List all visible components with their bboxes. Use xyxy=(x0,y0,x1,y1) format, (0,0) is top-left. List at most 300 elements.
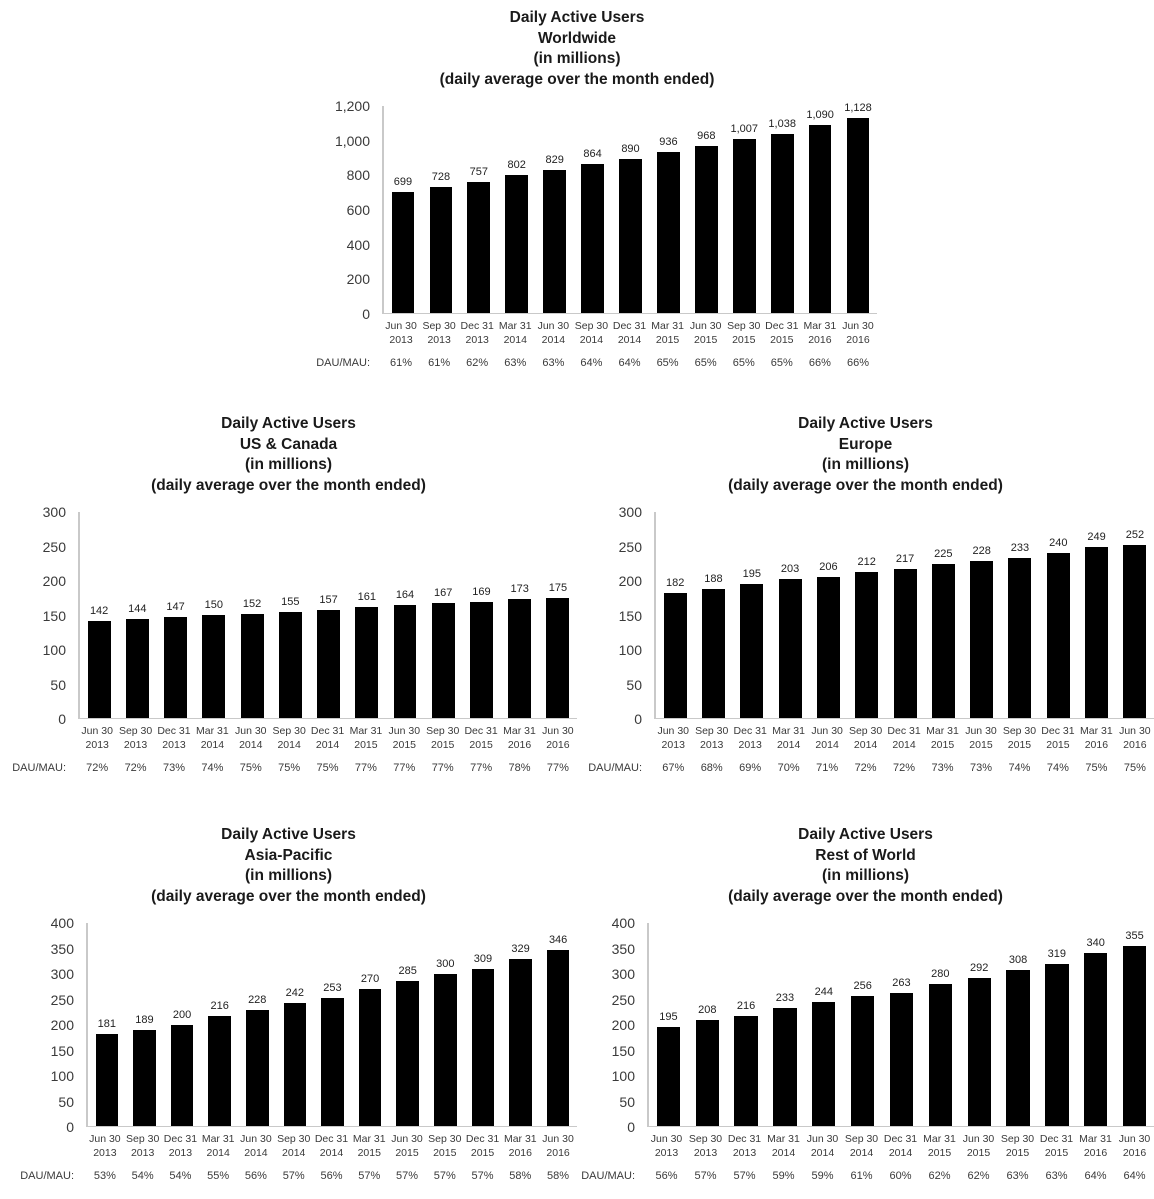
plot-area xyxy=(86,923,577,1127)
dau-mau-value: 57% xyxy=(733,1170,756,1182)
x-axis-label-date: Sep 30 xyxy=(277,1133,311,1145)
x-axis-label xyxy=(534,319,572,347)
x-axis-label xyxy=(764,1132,803,1160)
x-axis-label-year: 2013 xyxy=(85,739,109,751)
x-axis-label-year: 2013 xyxy=(93,1147,117,1159)
x-axis-label-year: 2014 xyxy=(244,1147,268,1159)
bar xyxy=(773,1008,796,1126)
bar-value-label: 1,128 xyxy=(844,102,872,115)
x-axis-label-year: 2016 xyxy=(1123,739,1147,751)
x-axis-label-year: 2013 xyxy=(700,739,724,751)
chart-title xyxy=(577,414,1154,496)
bar-group xyxy=(1076,923,1115,1126)
bar xyxy=(847,118,870,313)
x-axis-label xyxy=(350,1132,388,1160)
bar-group xyxy=(924,512,962,718)
x-axis-label-year: 2014 xyxy=(776,739,801,751)
chart-title-line: (in millions) xyxy=(245,456,332,473)
bar-value-label: 1,038 xyxy=(768,117,796,130)
dau-mau-value: 53% xyxy=(93,1170,116,1182)
dau-mau-value: 65% xyxy=(770,357,793,369)
y-axis-tick-label: 0 xyxy=(362,306,370,322)
chart-body xyxy=(577,504,1154,775)
x-axis-label xyxy=(1037,1132,1076,1160)
chart-title-line: Daily Active Users xyxy=(221,415,356,432)
x-axis-label xyxy=(803,1132,842,1160)
dau-mau-value: 57% xyxy=(282,1170,305,1182)
x-axis-label-year: 2015 xyxy=(470,1147,495,1159)
x-axis-label-date: Jun 30 xyxy=(81,725,113,737)
x-axis-label-year: 2015 xyxy=(1007,739,1032,751)
y-axis-tick-label: 200 xyxy=(346,271,370,288)
dau-mau-value: 61% xyxy=(850,1170,873,1182)
bar-value-label: 189 xyxy=(135,1014,154,1027)
x-axis-label xyxy=(388,1132,426,1160)
y-axis xyxy=(0,915,86,1135)
x-axis-label xyxy=(501,1132,539,1160)
bar xyxy=(740,584,763,718)
bar-group xyxy=(688,923,727,1126)
x-axis-label xyxy=(539,724,577,752)
dau-mau-value: 59% xyxy=(811,1170,834,1182)
x-axis-label-date: Jun 30 xyxy=(1118,1133,1151,1145)
x-axis-label xyxy=(1000,724,1038,752)
x-axis-label xyxy=(385,724,423,752)
x-axis-label-date: Jun 30 xyxy=(806,1133,839,1145)
y-axis-tick-label: 350 xyxy=(611,940,635,957)
bar xyxy=(1084,953,1107,1126)
x-axis-label xyxy=(1115,1132,1154,1160)
x-axis-label-date: Jun 30 xyxy=(689,320,722,332)
dau-mau-value: 75% xyxy=(239,762,262,774)
bar-group xyxy=(163,923,201,1126)
bar xyxy=(1045,964,1068,1126)
x-axis-label-year: 2015 xyxy=(1046,739,1070,751)
dau-mau-value: 68% xyxy=(700,762,723,774)
bar xyxy=(1047,553,1070,718)
dau-mau-value: 64% xyxy=(580,357,603,369)
x-axis-label xyxy=(496,319,534,347)
x-axis-label-date: Dec 31 xyxy=(612,320,647,332)
x-axis-label-year: 2014 xyxy=(853,739,878,751)
bar-value-label: 1,007 xyxy=(730,123,759,136)
x-axis-label-date: Sep 30 xyxy=(428,1133,462,1145)
chart-title-line: (daily average over the month ended) xyxy=(728,887,1003,905)
x-axis-label-year: 2015 xyxy=(927,1147,952,1159)
x-axis-label xyxy=(725,319,763,347)
bar xyxy=(396,981,419,1126)
x-axis-label xyxy=(162,1132,200,1160)
x-axis-label-year: 2014 xyxy=(815,739,839,751)
bar xyxy=(657,152,680,313)
bar-group xyxy=(763,106,801,313)
x-axis-label xyxy=(382,319,420,347)
chart-title-line: Worldwide xyxy=(537,29,617,47)
bar xyxy=(88,621,111,719)
bar-group xyxy=(118,512,156,718)
y-axis-tick-label: 250 xyxy=(611,991,635,1008)
bar-value-label: 240 xyxy=(1049,537,1068,550)
bar xyxy=(657,1027,680,1126)
x-axis-label xyxy=(500,724,538,752)
y-axis-tick-label: 400 xyxy=(346,236,370,253)
dau-mau-value: 75% xyxy=(278,762,301,774)
dau-mau-row-label: DAU/MAU: xyxy=(20,1170,74,1182)
x-axis-label-date: Sep 30 xyxy=(695,725,729,737)
bar-group xyxy=(233,512,271,718)
x-axis-label-year: 2014 xyxy=(206,1147,230,1159)
x-axis-label xyxy=(347,724,385,752)
bar-group xyxy=(348,512,386,718)
dau-mau-value: 78% xyxy=(508,762,531,774)
x-axis-label-year: 2014 xyxy=(503,334,527,346)
x-axis-label-year: 2013 xyxy=(130,1147,155,1159)
bar xyxy=(470,602,493,718)
y-axis-tick-label: 200 xyxy=(50,1017,74,1033)
plot-area xyxy=(78,512,577,719)
x-axis-label-year: 2014 xyxy=(810,1147,835,1159)
x-axis-label xyxy=(763,319,801,347)
bar-value-label: 181 xyxy=(97,1018,116,1031)
y-axis-tick-label: 250 xyxy=(50,991,74,1008)
bar-group xyxy=(771,512,809,718)
x-axis-label-date: Sep 30 xyxy=(426,725,460,737)
bar-value-label: 968 xyxy=(697,130,716,143)
chart-title-line: Europe xyxy=(838,435,893,453)
y-axis-tick-label: 250 xyxy=(42,538,66,555)
chart-title-line: (in millions) xyxy=(822,867,909,884)
x-axis-label xyxy=(998,1132,1037,1160)
bar-value-label: 244 xyxy=(814,986,833,999)
x-axis-label-year: 2014 xyxy=(888,1147,913,1159)
y-axis-tick-label: 300 xyxy=(618,504,642,520)
bar xyxy=(702,589,725,718)
bar xyxy=(929,984,952,1126)
x-axis-label-year: 2016 xyxy=(508,1147,532,1159)
x-axis-label-year: 2014 xyxy=(319,1147,344,1159)
x-axis-label xyxy=(610,319,648,347)
y-axis-tick-label: 0 xyxy=(58,711,66,727)
y-axis-tick-label: 50 xyxy=(626,676,642,693)
x-axis-label xyxy=(1076,1132,1115,1160)
bar xyxy=(695,146,718,313)
bar-value-label: 233 xyxy=(1010,542,1030,555)
x-axis-label xyxy=(420,319,458,347)
dau-mau-value: 58% xyxy=(547,1170,570,1182)
x-axis-label xyxy=(654,724,692,752)
bar-value-label: 206 xyxy=(819,560,838,573)
x-axis-label xyxy=(313,1132,351,1160)
x-axis-label-date: Jun 30 xyxy=(811,725,843,737)
dau-mau-value: 62% xyxy=(466,357,489,369)
bar xyxy=(434,974,457,1126)
chart-title-line: (in millions) xyxy=(245,867,332,884)
x-axis-label-year: 2014 xyxy=(239,739,263,751)
x-axis-label-year: 2014 xyxy=(315,739,340,751)
bar-group xyxy=(1001,512,1039,718)
bar-value-label: 309 xyxy=(473,953,493,966)
bar xyxy=(505,175,528,313)
x-axis-label-date: Dec 31 xyxy=(464,725,498,737)
bar xyxy=(547,950,570,1126)
x-axis-label-year: 2016 xyxy=(546,1147,570,1159)
dau-mau-value: 57% xyxy=(471,1170,494,1182)
chart-title xyxy=(277,8,877,90)
bar-group xyxy=(656,512,694,718)
bar-value-label: 173 xyxy=(510,583,529,596)
bar-value-label: 200 xyxy=(172,1008,192,1021)
y-axis-tick-label: 150 xyxy=(618,607,642,624)
x-axis-label-date: Sep 30 xyxy=(574,320,609,332)
bar xyxy=(809,125,832,313)
bar-group xyxy=(687,106,725,313)
bar-value-label: 175 xyxy=(548,581,568,594)
x-axis-label xyxy=(193,724,231,752)
x-axis-spacer xyxy=(0,719,78,752)
y-axis-tick-label: 150 xyxy=(42,607,66,624)
x-axis-label-year: 2015 xyxy=(1005,1147,1030,1159)
dau-mau-value: 72% xyxy=(854,762,877,774)
x-axis-label-year: 2014 xyxy=(541,334,566,346)
bar xyxy=(812,1002,835,1126)
chart-title-line: Daily Active Users xyxy=(221,826,356,843)
x-axis-label-year: 2015 xyxy=(392,739,416,751)
bar-group xyxy=(386,512,424,718)
bar-value-label: 936 xyxy=(659,135,678,148)
dau-mau-value: 56% xyxy=(244,1170,267,1182)
x-axis-label xyxy=(725,1132,764,1160)
bar xyxy=(472,969,495,1126)
x-axis-label xyxy=(686,1132,725,1160)
x-axis-label-date: Jun 30 xyxy=(842,320,874,332)
y-axis-tick-label: 0 xyxy=(66,1119,74,1135)
bar xyxy=(696,1020,719,1126)
row-asia-row xyxy=(0,825,1154,1183)
x-axis-label-year: 2014 xyxy=(277,739,301,751)
x-axis-label xyxy=(124,1132,162,1160)
x-axis-label-date: Jun 30 xyxy=(537,320,570,332)
bar-value-label: 253 xyxy=(323,981,342,994)
bar-group xyxy=(502,923,540,1126)
x-axis-label-date: Sep 30 xyxy=(848,725,883,737)
x-axis-label-date: Jun 30 xyxy=(240,1133,272,1145)
x-axis-label-date: Jun 30 xyxy=(542,1133,574,1145)
bar-group xyxy=(843,923,882,1126)
dau-mau-row-label: DAU/MAU: xyxy=(316,357,370,369)
dau-mau-value: 77% xyxy=(393,762,416,774)
bar-group xyxy=(809,512,847,718)
bar-value-label: 252 xyxy=(1125,528,1145,541)
chart-body xyxy=(0,504,577,775)
bar-group xyxy=(963,512,1001,718)
y-axis-tick-label: 200 xyxy=(618,573,642,590)
bar xyxy=(543,170,566,313)
bar xyxy=(779,579,802,718)
bar-value-label: 216 xyxy=(736,1000,756,1013)
chart-worldwide xyxy=(277,8,877,370)
x-axis-label-date: Jun 30 xyxy=(391,1133,423,1145)
bar xyxy=(894,569,917,718)
x-axis xyxy=(86,1132,577,1160)
dau-mau-value: 65% xyxy=(656,357,679,369)
bar-value-label: 242 xyxy=(285,987,305,1000)
dau-mau-value: 62% xyxy=(967,1170,990,1182)
x-axis-label-date: Mar 31 xyxy=(196,725,229,737)
x-axis-label xyxy=(572,319,610,347)
dau-mau-value: 65% xyxy=(694,357,717,369)
x-axis-label-date: Jun 30 xyxy=(1119,725,1151,737)
chart-rest-of-world xyxy=(577,825,1154,1183)
dau-mau-value: 56% xyxy=(320,1170,343,1182)
chart-title xyxy=(0,825,577,907)
x-axis-label-date: Sep 30 xyxy=(126,1133,160,1145)
bar-group xyxy=(766,923,805,1126)
x-axis-label-year: 2014 xyxy=(892,739,916,751)
bar xyxy=(355,607,378,718)
bar-group xyxy=(88,923,126,1126)
bar-value-label: 728 xyxy=(431,171,451,184)
x-axis-label-year: 2013 xyxy=(162,739,186,751)
bar-value-label: 757 xyxy=(469,166,488,179)
bar xyxy=(733,139,756,313)
dau-mau-value: 74% xyxy=(1046,762,1069,774)
x-axis-label-date: Dec 31 xyxy=(1041,725,1075,737)
x-axis-label-date: Dec 31 xyxy=(310,725,345,737)
bar xyxy=(817,577,840,718)
x-axis-label-date: Mar 31 xyxy=(926,725,959,737)
bar-group xyxy=(126,923,164,1126)
y-axis-tick-label: 50 xyxy=(58,1093,74,1110)
bar-value-label: 300 xyxy=(436,957,455,970)
x-axis-label-date: Dec 31 xyxy=(733,725,767,737)
dau-mau-value: 74% xyxy=(201,762,224,774)
bar-value-label: 329 xyxy=(511,943,530,956)
x-axis-label-year: 2014 xyxy=(617,334,642,346)
x-axis-label-year: 2015 xyxy=(469,739,493,751)
dau-mau-value: 77% xyxy=(546,762,569,774)
x-axis-label xyxy=(275,1132,313,1160)
x-axis-label-date: Dec 31 xyxy=(883,1133,918,1145)
x-axis-label-date: Sep 30 xyxy=(1002,725,1037,737)
bar xyxy=(359,989,382,1126)
chart-title-line: (daily average over the month ended) xyxy=(151,887,426,905)
bar-group xyxy=(804,923,843,1126)
bar xyxy=(1123,545,1146,718)
bar-group xyxy=(309,512,347,718)
x-axis-label xyxy=(846,724,884,752)
x-axis-label xyxy=(842,1132,881,1160)
bar-group xyxy=(201,923,239,1126)
dau-mau-value: 71% xyxy=(816,762,839,774)
dau-mau-values xyxy=(86,1169,577,1183)
bar-group xyxy=(727,923,766,1126)
bar-value-label: 890 xyxy=(621,143,640,156)
dau-mau-value: 73% xyxy=(931,762,954,774)
bar xyxy=(1006,970,1029,1126)
dau-mau-row-label: DAU/MAU: xyxy=(581,1170,635,1182)
y-axis xyxy=(277,98,382,322)
x-axis-label-year: 2016 xyxy=(808,334,832,346)
bar-value-label: 144 xyxy=(128,603,147,616)
bar-value-label: 161 xyxy=(357,591,376,604)
x-axis-label-date: Dec 31 xyxy=(157,725,191,737)
bar xyxy=(509,959,532,1126)
bar-value-label: 249 xyxy=(1087,531,1106,544)
x-axis-label-year: 2015 xyxy=(395,1147,419,1159)
x-axis-label-date: Dec 31 xyxy=(163,1133,198,1145)
bar-group xyxy=(424,512,462,718)
bar xyxy=(96,1034,119,1126)
bar-group xyxy=(426,923,464,1126)
x-axis-label xyxy=(155,724,193,752)
bar-value-label: 308 xyxy=(1008,953,1028,966)
bar-group xyxy=(460,106,498,313)
x-axis-label xyxy=(78,724,116,752)
x-axis-label-year: 2014 xyxy=(282,1147,306,1159)
x-axis-label-date: Jun 30 xyxy=(385,320,417,332)
dau-mau-value: 56% xyxy=(655,1170,678,1182)
y-axis-tick-label: 100 xyxy=(611,1068,635,1084)
bar-group xyxy=(886,512,924,718)
bar xyxy=(133,1030,156,1126)
y-axis-tick-label: 200 xyxy=(611,1017,635,1033)
bar-group xyxy=(999,923,1038,1126)
bar-value-label: 142 xyxy=(89,604,109,617)
x-axis-label xyxy=(237,1132,275,1160)
x-axis-label xyxy=(232,724,270,752)
dau-mau-value: 73% xyxy=(969,762,992,774)
dau-mau-value: 75% xyxy=(316,762,339,774)
x-axis-label-year: 2015 xyxy=(357,1147,381,1159)
dau-mau-value: 67% xyxy=(662,762,685,774)
bar-group xyxy=(271,512,309,718)
y-axis-tick-label: 100 xyxy=(618,642,642,659)
plot-area xyxy=(654,512,1154,719)
bar-group xyxy=(649,106,687,313)
dau-mau-value: 66% xyxy=(808,357,831,369)
bar-value-label: 699 xyxy=(393,176,413,189)
x-axis-label-date: Dec 31 xyxy=(727,1133,762,1145)
dau-mau-value: 64% xyxy=(1123,1170,1146,1182)
bar-group xyxy=(80,512,118,718)
bar-group xyxy=(649,923,688,1126)
chart-title-line: (daily average over the month ended) xyxy=(151,476,426,494)
plot-area xyxy=(382,102,877,314)
dau-mau-value: 57% xyxy=(433,1170,456,1182)
bar-value-label: 182 xyxy=(665,577,685,590)
bar-value-label: 256 xyxy=(853,980,872,993)
bar xyxy=(734,1016,757,1126)
bar-value-label: 355 xyxy=(1125,929,1144,942)
x-axis-label xyxy=(649,319,687,347)
bar xyxy=(1008,558,1031,718)
x-axis-label-year: 2013 xyxy=(732,1147,757,1159)
bar-value-label: 225 xyxy=(934,547,953,560)
bar xyxy=(164,617,187,718)
x-axis-label-date: Mar 31 xyxy=(349,725,383,737)
x-axis-label xyxy=(539,1132,577,1160)
x-axis-label-date: Mar 31 xyxy=(352,1133,386,1145)
x-axis-label-date: Jun 30 xyxy=(388,725,421,737)
bar xyxy=(202,615,225,718)
x-axis-label-year: 2016 xyxy=(546,739,570,751)
bar-value-label: 285 xyxy=(398,965,417,978)
x-axis-label-date: Mar 31 xyxy=(767,1133,800,1145)
chart-title-line: (in millions) xyxy=(822,456,909,473)
dau-mau-value: 60% xyxy=(889,1170,912,1182)
x-axis-label-year: 2013 xyxy=(168,1147,193,1159)
x-axis-label xyxy=(731,724,769,752)
